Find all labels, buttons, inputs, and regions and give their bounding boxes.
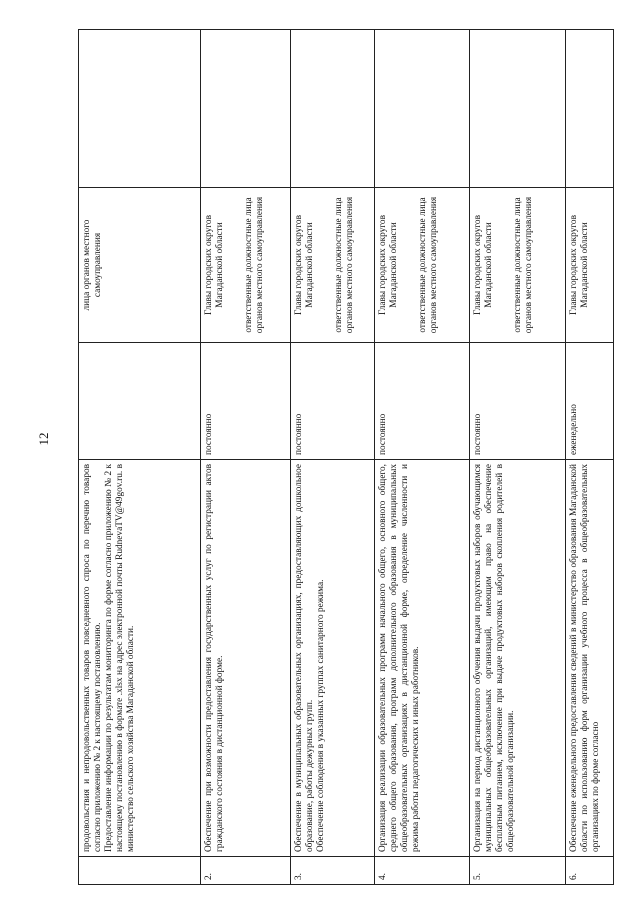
table-row [470,30,566,885]
empty-cell [79,30,201,188]
row-number [79,857,201,885]
responsible-line: ответственные должностные лица органов местного самоуправления [513,196,535,334]
responsible-line: ответственные должностные лица органов местного самоуправления [334,196,356,334]
empty-cell [566,30,614,188]
spacer [316,192,334,338]
document-table-wrapper [78,30,601,885]
empty-cell [291,30,375,188]
action-paragraph: Обеспечение при возможности предоставления государственных услуг по регистрации актов гражданского состояния в дистанционной форме. [204,464,226,852]
table-row [201,30,291,885]
deadline: еженедельно [566,343,614,460]
page-number: 12 [36,432,51,446]
table-row [375,30,470,885]
responsible-parties [375,188,470,343]
deadline [79,343,201,460]
responsible-line: ответственные должностные лица органов местного самоуправления [418,196,440,334]
deadline: постоянно [201,343,291,460]
action-paragraph: Обеспечение в муниципальных образовательных организациях, предоставляющих дошкольное образование, работы дежурных групп. [294,464,316,852]
responsible-parties [291,188,375,343]
action-description [201,460,291,857]
responsible-line: Главы городских округов Магаданской области [204,215,226,315]
action-paragraph: продовольствия и непродовольственных товаров повседневного спроса по перечню товаров согласно приложению № 2 к настоящему постановлению. [82,464,104,852]
row-number: 4. [375,857,470,885]
action-description [470,460,566,857]
responsible-line: Главы городских округов Магаданской области [378,215,400,315]
measures-table [78,29,614,885]
responsible-line: ответственные должностные лица органов местного самоуправления [244,196,266,334]
deadline: постоянно [291,343,375,460]
action-description [375,460,470,857]
responsible-line: Главы городских округов Магаданской области [294,215,316,315]
action-description [79,460,201,857]
responsible-line: Главы городских округов Магаданской области [473,215,495,315]
responsible-parties [470,188,566,343]
row-number: 2. [201,857,291,885]
responsible-line: Главы городских округов Магаданской области [569,215,591,315]
spacer [495,192,513,338]
measures-table-body [79,30,614,885]
empty-cell [201,30,291,188]
deadline: постоянно [375,343,470,460]
empty-cell [470,30,566,188]
row-number: 5. [470,857,566,885]
responsible-parties [566,188,614,343]
action-paragraph: Обеспечение еженедельного предоставления сведений в министерство образования Магаданской области по использованию форм организации учебного процесса в общеобразовательных организациях по форме согласно [569,464,602,852]
empty-cell [375,30,470,188]
responsible-parties [201,188,291,343]
spacer [400,192,418,338]
table-row [79,30,201,885]
deadline: постоянно [470,343,566,460]
responsible-line: лица органов местного самоуправления [82,219,104,311]
spacer [226,192,244,338]
action-paragraph: Организация реализации образовательных программ начального общего, основного общего, среднего общего образования, программ дополнительного образования в муниципальных общеобразовательных организациях в дистанционной форме, определение численности и режима работы педагогических и иных работников. [378,464,422,852]
responsible-parties [79,188,201,343]
action-paragraph: Обеспечение соблюдения в указанных группах санитарного режима. [316,579,327,852]
row-number: 3. [291,857,375,885]
table-row [566,30,614,885]
table-row [291,30,375,885]
action-paragraph: Предоставление информации по результатам мониторинга по форме согласно приложению № 2 к настоящему постановлению в формате .xlsx на адрес электронной почты RudnevaTV@49gov.ru. в министерство сельского хозяйства Магаданской области. [104,464,137,852]
action-description [566,460,614,857]
action-paragraph: Организация на период дистанционного обучения выдачи продуктовых наборов обучающимся муниципальных общеобразовательных организаций, имеющим право на обеспечение бесплатным питанием, исключение при выдаче продуктовых наборов скопления родителей в общеобразовательной организации. [473,464,517,852]
action-description [291,460,375,857]
row-number: 6. [566,857,614,885]
